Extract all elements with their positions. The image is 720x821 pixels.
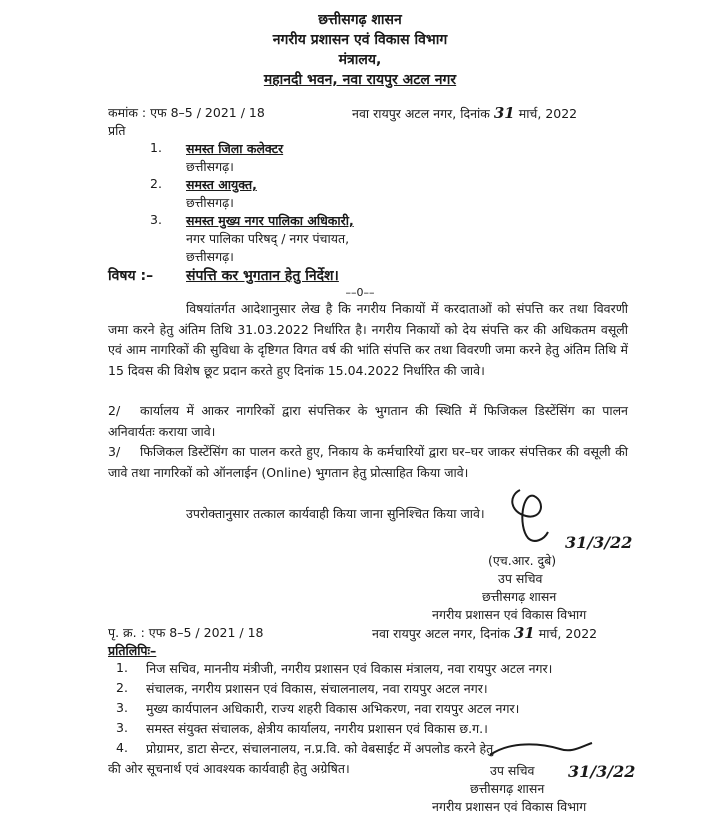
- body-paragraph-3-no: 3/: [108, 444, 121, 459]
- recipient-3-line1: नगर पालिका परिषद् / नगर पंचायत,: [186, 231, 350, 246]
- copy-item-2-no: 2.: [116, 680, 128, 695]
- header-dept: नगरीय प्रशासन एवं विकास विभाग: [272, 32, 448, 48]
- body-paragraph-3: [108, 442, 628, 483]
- signature-1-dept: नगरीय प्रशासन एवं विकास विभाग: [432, 607, 587, 622]
- ref-place-date: [352, 104, 577, 122]
- copy-item-4-text: समस्त संयुक्त संचालक, क्षेत्रीय कार्यालय, नगरीय प्रशासन एवं विकास छ.ग.।: [146, 721, 488, 736]
- recipient-1-line: छत्तीसगढ़।: [186, 159, 234, 174]
- prati-label: प्रति: [108, 123, 126, 138]
- body-paragraph-1: [108, 299, 628, 381]
- body-paragraph-3-text: फिजिकल डिस्टेंसिंग का पालन करते हुए, निकाय के कर्मचारियों द्वारा घर–घर जाकर संपत्तिकर की वसूली की जावे तथा नागरिकों को ऑनलाईन (Online) भुगतान हेतु प्रोत्साहित किया जावे।: [108, 444, 628, 480]
- header-govt: छत्तीसगढ़ शासन: [318, 12, 402, 28]
- signature-1-date: 31/3/22: [565, 533, 633, 552]
- endorsement-date-handwritten: 31: [513, 624, 535, 642]
- recipient-2-no: 2.: [150, 176, 162, 191]
- copy-item-3-text: मुख्य कार्यपालन अधिकारी, राज्य शहरी विकास अभिकरण, नवा रायपुर अटल नगर।: [146, 701, 520, 716]
- recipient-1-title: समस्त जिला कलेक्टर: [186, 141, 284, 156]
- body-paragraph-2-no: 2/: [108, 403, 121, 418]
- recipient-2-title: समस्त आयुक्त,: [186, 177, 257, 192]
- signature-2-designation: उप सचिव: [490, 763, 535, 778]
- copy-label: प्रतिलिपिः–: [108, 643, 157, 658]
- subject-text: संपत्ति कर भुगतान हेतु निर्देश।: [186, 268, 339, 284]
- subject-label: विषय :–: [108, 268, 154, 284]
- body-paragraph-2-text: कार्यालय में आकर नागरिकों द्वारा संपत्तिकर के भुगतान की स्थिति में फिजिकल डिस्टेंसिंग का पालन अनिवार्यतः कराया जावे।: [108, 403, 628, 439]
- recipient-3-no: 3.: [150, 212, 162, 227]
- ref-month-year: मार्च, 2022: [518, 106, 578, 121]
- body-paragraph-2: [108, 401, 628, 442]
- copy-closing: की ओर सूचनार्थ एवं आवश्यक कार्यवाही हेतु अग्रेषित।: [108, 761, 350, 776]
- copy-item-1-text: निज सचिव, माननीय मंत्रीजी, नगरीय प्रशासन एवं विकास मंत्रालय, नवा रायपुर अटल नगर।: [146, 661, 553, 676]
- endorsement-month-year: मार्च, 2022: [538, 626, 598, 641]
- copy-item-1-no: 1.: [116, 660, 128, 675]
- ref-place-date-text: नवा रायपुर अटल नगर, दिनांक: [352, 106, 490, 121]
- signature-1-designation: उप सचिव: [498, 571, 543, 586]
- signature-1-name: (एच.आर. दुबे): [488, 553, 557, 568]
- signature-2-date: 31/3/22: [568, 762, 636, 781]
- ref-number: कमांक : एफ 8–5 / 2021 / 18: [108, 105, 265, 120]
- ref-date-handwritten: 31: [493, 104, 515, 122]
- header-address: महानदी भवन, नवा रायपुर अटल नगर: [263, 72, 457, 88]
- copy-item-3-no: 3.: [116, 700, 128, 715]
- header-office: मंत्रालय,: [338, 52, 382, 68]
- signature-2-govt: छत्तीसगढ़ शासन: [470, 781, 545, 796]
- copy-item-5-text: प्रोग्रामर, डाटा सेन्टर, संचालनालय, न.प्र.वि. को वेबसाईट में अपलोड करने हेतु: [146, 741, 494, 756]
- endorsement-number: पृ. क्र. : एफ 8–5 / 2021 / 18: [108, 625, 264, 640]
- endorsement-place-date-text: नवा रायपुर अटल नगर, दिनांक: [372, 626, 510, 641]
- subject-divider: ––0––: [345, 286, 375, 299]
- copy-item-2-text: संचालक, नगरीय प्रशासन एवं विकास, संचालनालय, नवा रायपुर अटल नगर।: [146, 681, 488, 696]
- copy-item-5-no: 4.: [116, 740, 128, 755]
- body-paragraph-1-text: विषयांतर्गत आदेशानुसार लेख है कि नगरीय निकायों में करदाताओं को संपत्ति कर तथा विवरणी जमा करने हेतु अंतिम तिथि 31.03.2022 निर्धारित है। नगरीय निकायों को देय संपत्ति कर की अधिकतम वसूली एवं आम नागरिकों की सुविधा के दृष्टिगत विगत वर्ष की भांति संपत्ति कर तथा विवरणी जमा करने हेतु अंतिम तिथि में 15 दिवस की विशेष छूट प्रदान करते हुए दिनांक 15.04.2022 निर्धारित की जावे।: [108, 301, 628, 378]
- recipient-1-no: 1.: [150, 140, 162, 155]
- copy-item-4-no: 3.: [116, 720, 128, 735]
- recipient-3-line2: छत्तीसगढ़।: [186, 249, 234, 264]
- recipient-3-title: समस्त मुख्य नगर पालिका अधिकारी,: [186, 213, 354, 228]
- recipient-2-line: छत्तीसगढ़।: [186, 195, 234, 210]
- signature-1-govt: छत्तीसगढ़ शासन: [482, 589, 557, 604]
- endorsement-place-date: [372, 624, 597, 642]
- body-closing: उपरोक्तानुसार तत्काल कार्यवाही किया जाना सुनिश्चित किया जावे।: [186, 506, 485, 521]
- signature-2-dept: नगरीय प्रशासन एवं विकास विभाग: [432, 799, 587, 814]
